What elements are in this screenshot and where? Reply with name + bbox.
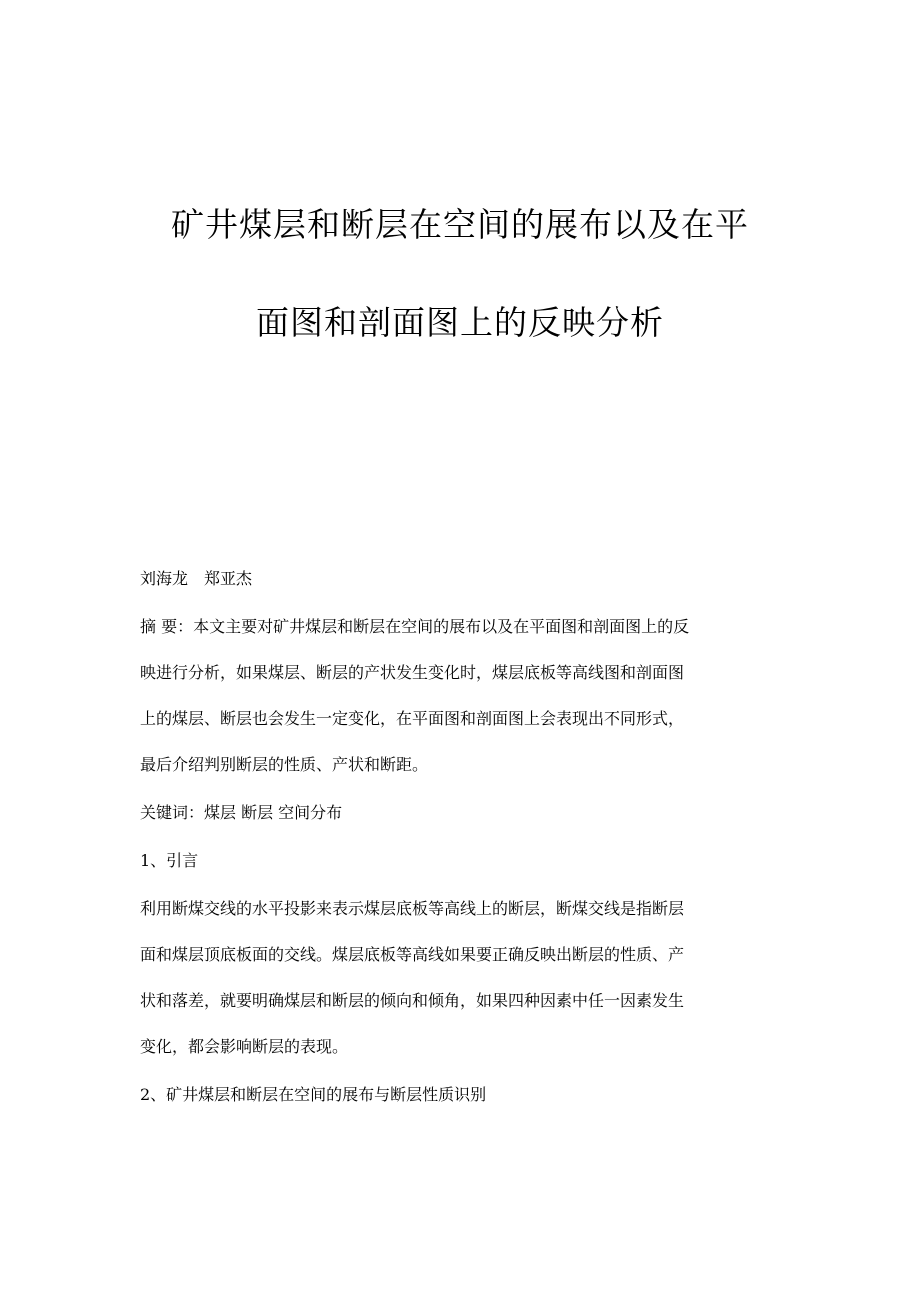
abstract — [140, 614, 780, 778]
document-title — [0, 205, 920, 343]
abstract-line-2: 映进行分析，如果煤层、断层的产状发生变化时，煤层底板等高线图和剖面图 — [140, 663, 685, 682]
title-line-1: 矿井煤层和断层在空间的展布以及在平 — [171, 205, 749, 244]
abstract-line-1: 摘 要：本文主要对矿井煤层和断层在空间的展布以及在平面图和剖面图上的反 — [140, 617, 690, 636]
title-line-2: 面图和剖面图上的反映分析 — [256, 303, 664, 342]
section-1-line-4: 变化，都会影响断层的表现。 — [140, 1037, 349, 1056]
section-1-line-3: 状和落差，就要明确煤层和断层的倾向和倾角，如果四种因素中任一因素发生 — [140, 991, 685, 1010]
section-1-heading: 1、引言 — [140, 851, 199, 870]
authors: 刘海龙 郑亚杰 — [140, 569, 253, 588]
abstract-line-3: 上的煤层、断层也会发生一定变化，在平面图和剖面图上会表现出不同形式， — [140, 709, 685, 728]
section-2-heading: 2、矿井煤层和断层在空间的展布与断层性质识别 — [140, 1085, 487, 1104]
section-1-line-1: 利用断煤交线的水平投影来表示煤层底板等高线上的断层，断煤交线是指断层 — [140, 899, 685, 918]
section-1-line-2: 面和煤层顶底板面的交线。煤层底板等高线如果要正确反映出断层的性质、产 — [140, 945, 685, 964]
abstract-line-4: 最后介绍判别断层的性质、产状和断距。 — [140, 755, 429, 774]
document-body — [140, 566, 780, 1108]
section-1-paragraph — [140, 896, 780, 1060]
keywords: 关键词：煤层 断层 空间分布 — [140, 803, 343, 822]
